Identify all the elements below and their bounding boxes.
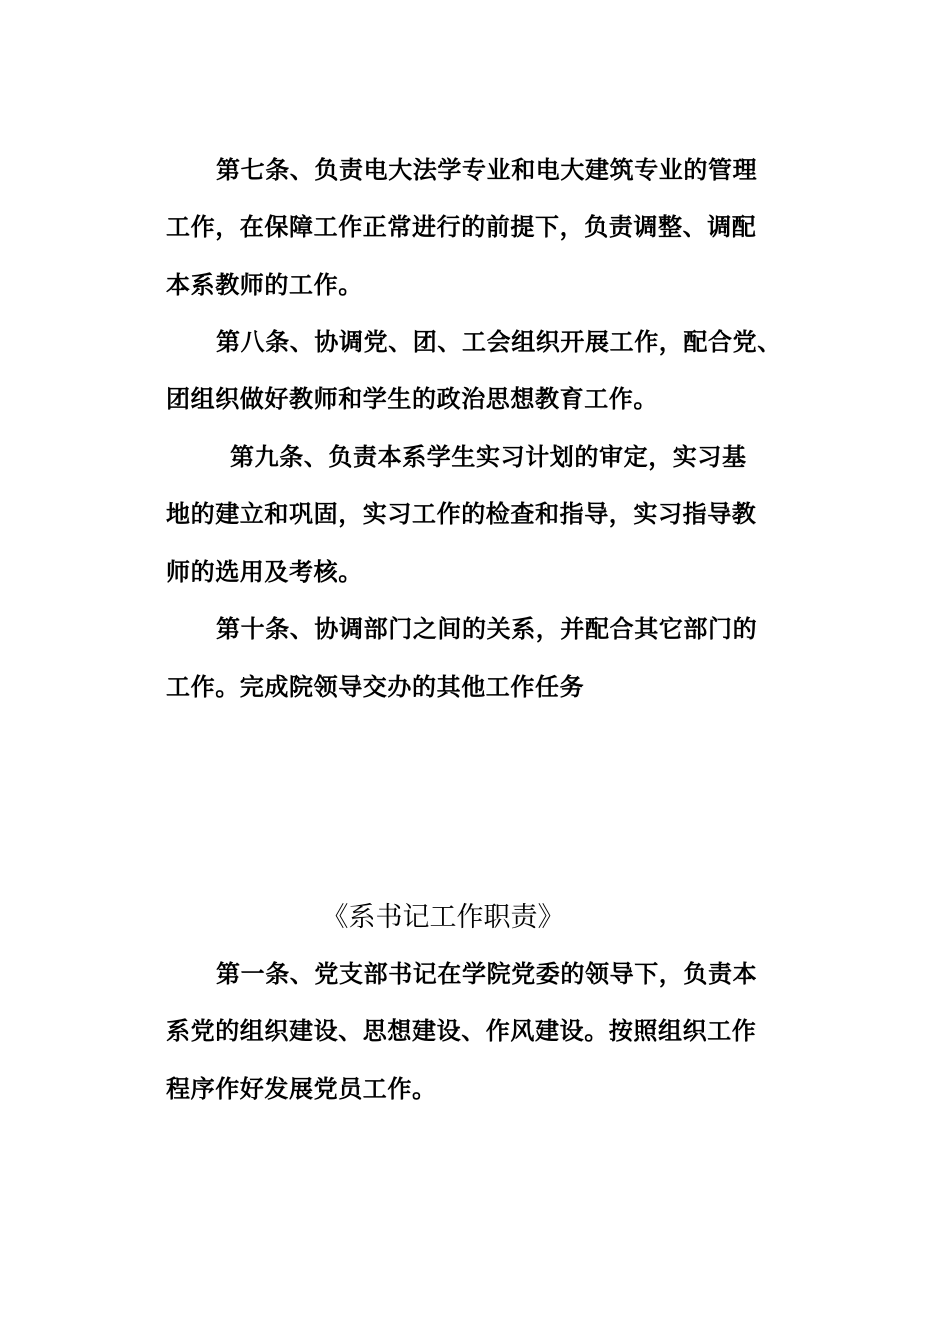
- article-7-line-3: 本系教师的工作。: [166, 270, 363, 299]
- article-1-line-1: 第一条、党支部书记在学院党委的领导下，负责本: [216, 959, 758, 988]
- article-10-line-1: 第十条、协调部门之间的关系，并配合其它部门的: [216, 614, 758, 643]
- article-8-line-1: 第八条、协调党、团、工会组织开展工作，配合党、: [216, 327, 782, 356]
- article-9-line-3: 师的选用及考核。: [166, 557, 363, 586]
- article-10-line-2: 工作。完成院领导交办的其他工作任务: [166, 672, 585, 701]
- article-9-line-2: 地的建立和巩固，实习工作的检查和指导，实习指导教: [166, 499, 757, 528]
- article-7-line-1: 第七条、负责电大法学专业和电大建筑专业的管理: [216, 155, 758, 184]
- section-title: 《系书记工作职责》: [321, 902, 565, 933]
- article-7-line-2: 工作，在保障工作正常进行的前提下，负责调整、调配: [166, 212, 757, 241]
- article-8-line-2: 团组织做好教师和学生的政治思想教育工作。: [166, 384, 658, 413]
- article-1-line-2: 系党的组织建设、思想建设、作风建设。按照组织工作: [166, 1016, 757, 1045]
- article-1-line-3: 程序作好发展党员工作。: [166, 1074, 437, 1103]
- article-9-line-1: 第九条、负责本系学生实习计划的审定，实习基: [230, 442, 747, 471]
